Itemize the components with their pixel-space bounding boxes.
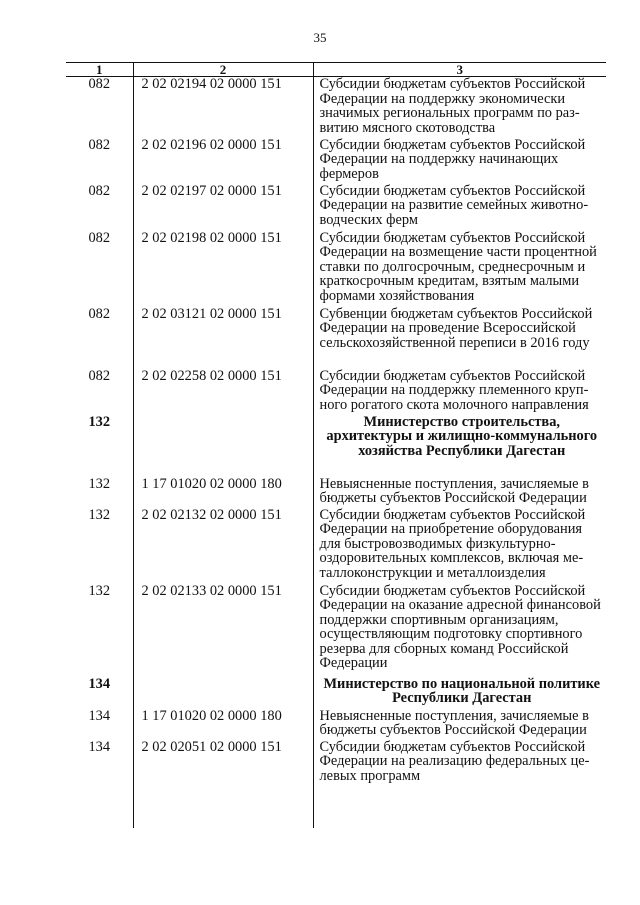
admin-code-cell: 132 (88, 475, 111, 492)
revenue-code-cell: 2 02 02133 02 0000 151 (133, 584, 313, 677)
table-row-heading (66, 415, 606, 477)
admin-code-cell: 082 (88, 136, 111, 153)
description-cell (313, 709, 606, 740)
description-cell (313, 508, 606, 584)
revenue-description: Невыясненные поступления, зачисляемые в бюджеты субъектов Российской Федерации (319, 707, 589, 738)
description-cell (313, 307, 606, 369)
spacer-cell (133, 800, 313, 828)
revenue-code-cell: 2 02 02198 02 0000 151 (133, 231, 313, 307)
ministry-heading-cell (313, 677, 606, 709)
table-row (66, 508, 606, 584)
admin-code-cell: 132 (88, 582, 111, 599)
description-cell (313, 77, 606, 138)
description-cell (313, 740, 606, 800)
table-row (66, 231, 606, 307)
revenue-code-cell: 2 02 03121 02 0000 151 (133, 307, 313, 369)
revenue-description: Невыясненные поступления, зачисляемые в бюджеты субъектов Российской Федерации (319, 475, 589, 506)
admin-code-cell: 082 (88, 76, 111, 92)
revenue-code-cell: 2 02 02132 02 0000 151 (133, 508, 313, 584)
admin-code-cell: 082 (88, 182, 111, 199)
column-header-3: 3 (313, 63, 606, 77)
revenue-description: Субсидии бюджетам субъектов Российской Федерации на поддержку экономически значимых региональных программ по развитию мясного скотоводства (319, 76, 586, 136)
ministry-heading-cell (313, 415, 606, 477)
description-cell (313, 369, 606, 415)
ministry-name: Министерство строительства, архитектуры и жилищно-коммунального хозяйства Республики Дагестан (326, 413, 598, 459)
revenue-code-cell (133, 677, 313, 709)
admin-code-cell: 082 (88, 367, 111, 384)
column-header-1: 1 (66, 63, 133, 77)
column-header-2: 2 (133, 63, 313, 77)
revenue-code-cell: 1 17 01020 02 0000 180 (133, 709, 313, 740)
table-row-spacer (66, 800, 606, 828)
admin-code-cell: 132 (88, 413, 111, 430)
table-row (66, 477, 606, 508)
revenue-codes-table (66, 62, 606, 828)
revenue-code-cell: 2 02 02051 02 0000 151 (133, 740, 313, 800)
spacer-cell (66, 800, 133, 828)
revenue-code-cell: 1 17 01020 02 0000 180 (133, 477, 313, 508)
table-row (66, 138, 606, 184)
description-cell (313, 184, 606, 231)
description-cell (313, 477, 606, 508)
revenue-code-cell: 2 02 02194 02 0000 151 (133, 77, 313, 138)
admin-code-cell: 082 (88, 229, 111, 246)
page-number: 35 (313, 30, 327, 45)
table-row (66, 184, 606, 231)
revenue-description: Субвенции бюджетам субъектов Российской Федерации на проведение Всероссийской сельскохозяйственной переписи в 2016 году (319, 305, 593, 351)
admin-code-cell: 134 (88, 675, 111, 692)
table-body (66, 77, 606, 828)
revenue-code-cell: 2 02 02197 02 0000 151 (133, 184, 313, 231)
revenue-description: Субсидии бюджетам субъектов Российской Федерации на поддержку начинающих фермеров (319, 136, 586, 182)
revenue-description: Субсидии бюджетам субъектов Российской Федерации на развитие семейных животноводческих ферм (319, 182, 589, 228)
admin-code-cell: 134 (88, 738, 111, 755)
revenue-description: Субсидии бюджетам субъектов Российской Федерации на приобретение оборудования для быстровозводимых физкультурно-оздоровительных комплексов, включая металлоконструкции и металлоизделия (319, 506, 586, 581)
description-cell (313, 138, 606, 184)
table-row (66, 77, 606, 138)
description-cell (313, 584, 606, 677)
revenue-code-cell: 2 02 02196 02 0000 151 (133, 138, 313, 184)
description-cell (313, 231, 606, 307)
revenue-code-cell (133, 415, 313, 477)
table-row (66, 740, 606, 800)
table-header-row (66, 63, 606, 77)
revenue-description: Субсидии бюджетам субъектов Российской Федерации на реализацию федеральных целевых программ (319, 738, 590, 784)
revenue-code-cell: 2 02 02258 02 0000 151 (133, 369, 313, 415)
admin-code-cell: 132 (88, 506, 111, 523)
revenue-description: Субсидии бюджетам субъектов Российской Федерации на оказание адресной финансовой поддержки спортивным организациям, осуществляющим подготовку спортивного резерва для сборных команд Российской Федерации (319, 582, 601, 671)
admin-code-cell: 082 (88, 305, 111, 322)
table-row (66, 307, 606, 369)
spacer-cell (313, 800, 606, 828)
revenue-description: Субсидии бюджетам субъектов Российской Федерации на возмещение части процентной ставки по долгосрочным, среднесрочным и краткосрочным кредитам, взятым малыми формами хозяйствования (319, 229, 597, 304)
revenue-description: Субсидии бюджетам субъектов Российской Федерации на поддержку племенного крупного рогатого скота молочного направления (319, 367, 589, 413)
table-row (66, 709, 606, 740)
table-row-heading (66, 677, 606, 709)
table-row (66, 584, 606, 677)
table-row (66, 369, 606, 415)
admin-code-cell: 134 (88, 707, 111, 724)
ministry-name: Министерство по национальной политике Республики Дагестан (323, 675, 601, 706)
